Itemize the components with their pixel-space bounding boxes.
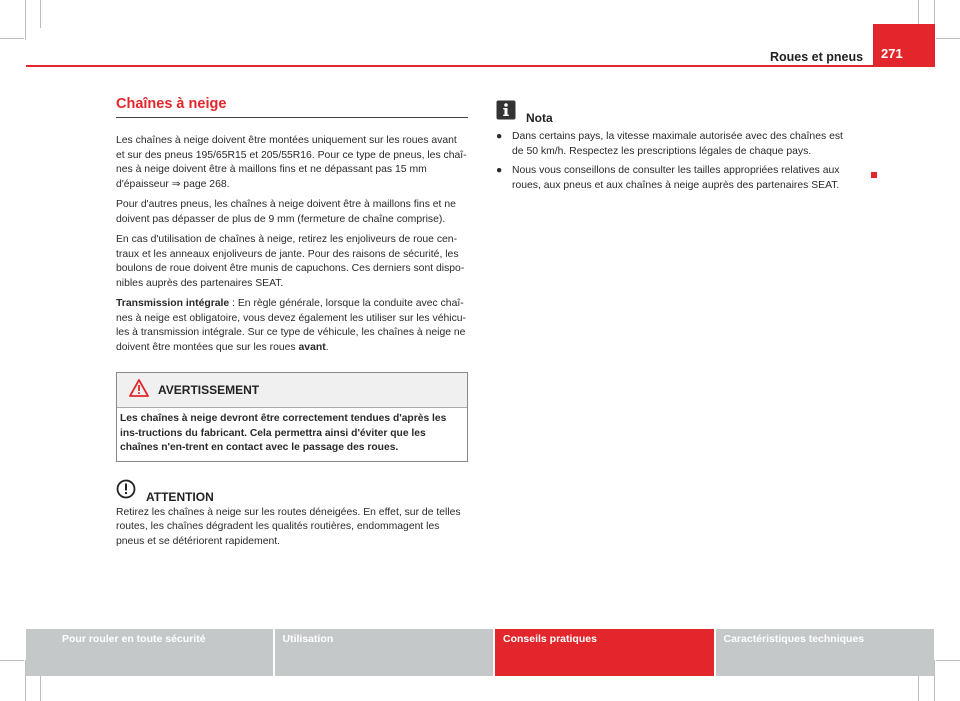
- warning-box: [116, 372, 468, 462]
- attention-title: ATTENTION: [146, 489, 214, 504]
- paragraph: Les chaînes à neige doivent être montées uniquement sur les roues avant et sur des pneus 195/65R15 et 205/55R16. Pour ce type de pneus, les chaî-nes à neige doivent être à maillons fins et ne dépassant pas 15 mm d'épaisseur ⇒ page 268.: [116, 135, 467, 190]
- nota-header: [496, 99, 848, 125]
- crop-mark: [936, 38, 960, 39]
- warning-triangle-icon: [129, 379, 149, 402]
- running-section-title: Roues et pneus: [770, 50, 864, 64]
- list-item-text: Nous vous conseillons de consulter les tailles appropriées relatives aux roues, aux pneus et aux chaînes à neige auprès des partenaires SEAT.: [512, 165, 840, 191]
- right-column: [496, 96, 848, 193]
- footer-tab-caracteristiques[interactable]: Caractéristiques techniques: [716, 629, 935, 676]
- list-item: [496, 164, 848, 193]
- crop-mark: [40, 0, 41, 28]
- crop-mark: [918, 675, 919, 701]
- footer-tab-utilisation[interactable]: Utilisation: [275, 629, 494, 676]
- attention-text: Retirez les chaînes à neige sur les routes déneigées. En effet, sur de telles routes, les chaînes dégradent les qualités routières, endommagent les pneus et se détériorent rapidement.: [116, 506, 461, 547]
- crop-mark: [934, 660, 935, 701]
- paragraph-end: .: [325, 341, 329, 353]
- crop-mark: [936, 660, 960, 661]
- crop-mark: [0, 38, 24, 39]
- crop-mark: [40, 675, 41, 701]
- crop-mark: [0, 660, 24, 661]
- list-item: [496, 130, 848, 159]
- header-rule: [26, 65, 934, 67]
- info-icon: [496, 100, 516, 125]
- footer-nav: [26, 629, 934, 676]
- nota-title: Nota: [526, 111, 553, 125]
- bullet-icon: ●: [496, 131, 503, 142]
- page-number: 271: [873, 24, 935, 67]
- term-label: Transmission intégrale: [116, 298, 230, 309]
- footer-tab-conseils[interactable]: Conseils pratiques: [495, 629, 714, 676]
- warning-header: [117, 373, 467, 408]
- bullet-icon: ●: [496, 165, 503, 176]
- footer-tab-securite[interactable]: Pour rouler en toute sécurité: [26, 629, 273, 676]
- paragraph: En cas d'utilisation de chaînes à neige, retirez les enjoliveurs de roue cen-traux et les anneaux enjoliveurs de jante. Pour des raisons de sécurité, les boulons de roue doivent être munis de capuchons. Ces derniers sont dispo-nibles auprès des partenaires SEAT.: [116, 234, 465, 289]
- paragraph: Pour d'autres pneus, les chaînes à neige doivent être à maillons fins et ne doivent pas dépasser de plus de 9 mm (fermeture de chaîne comprise).: [116, 199, 456, 225]
- section-end-marker: [871, 172, 877, 178]
- list-item-text: Dans certains pays, la vitesse maximale autorisée avec des chaînes est de 50 km/h. Respectez les prescriptions légales de chaque pays.: [512, 131, 843, 157]
- attention-header: [116, 478, 468, 504]
- attention-circle-icon: [116, 479, 136, 504]
- emphasis: avant: [298, 341, 326, 353]
- crop-mark: [25, 0, 26, 40]
- paragraph-transmission: [116, 297, 468, 355]
- paragraph-text: : En règle générale, lorsque la conduite avec chaî-nes à neige est obligatoire, vous devez également les utiliser sur les véhicu-les à transmission intégrale. Sur ce type de véhicule, les chaînes à neige ne doivent être montées que sur les roues: [116, 298, 467, 353]
- warning-title: AVERTISSEMENT: [158, 383, 260, 397]
- left-column: [116, 96, 468, 549]
- section-heading: Chaînes à neige: [116, 96, 468, 118]
- warning-text: Les chaînes à neige devront être correctement tendues d'après les ins-tructions du fabricant. Cela permettra ainsi d'éviter que les chaînes n'en-trent en contact avec le passage des roues.: [120, 413, 447, 453]
